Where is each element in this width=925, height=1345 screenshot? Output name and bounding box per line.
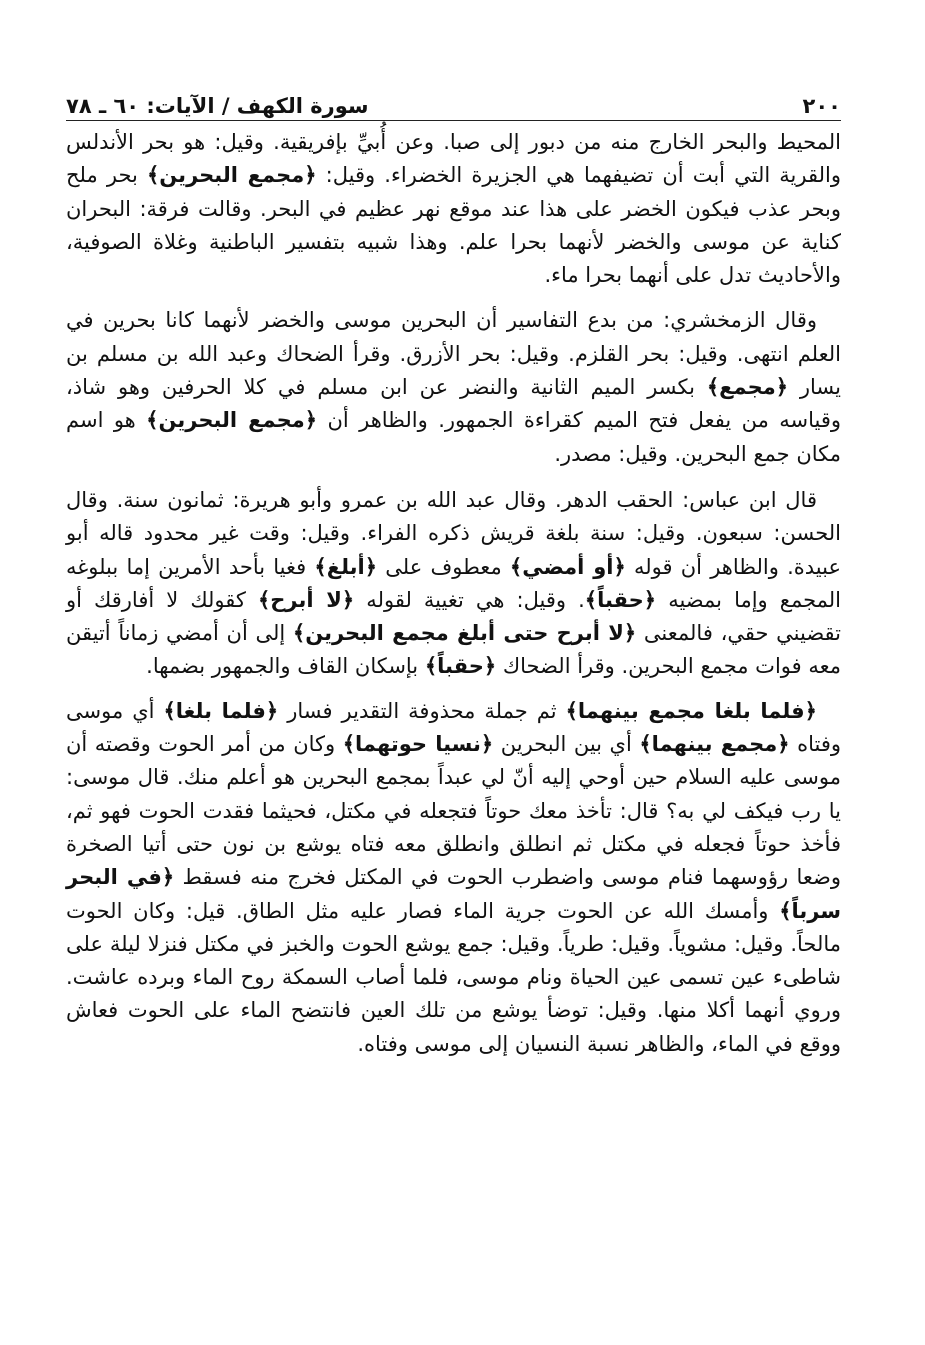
quranic-quote: ﴿مجمع﴾ (706, 375, 789, 400)
paragraph (66, 695, 841, 1061)
commentary-text: هو اسم مكان جمع البحرين. وقيل: مصدر. (66, 408, 841, 466)
commentary-text: بحر ملح وبحر عذب فيكون الخضر على هذا عند موقع نهر عظيم في البحر. وقالت فرقة: البحران كناية عن موسى والخضر لأنهما بحرا علم. وهذا شبيه بتفسير الباطنية وغلاة الصوفية، والأحاديث تدل على أنهما بحرا ماء. (66, 163, 841, 288)
commentary-text: كقولك لا أفارقك أو تقضيني حقي، فالمعنى (66, 587, 841, 646)
chapter-verse-info: سورة الكهف / الآيات: ٦٠ ـ ٧٨ (66, 94, 369, 118)
commentary-text: أي بين البحرين (493, 732, 640, 757)
quranic-quote: ﴿في البحر سرباً﴾ (66, 865, 841, 923)
page-number: ٢٠٠ (802, 94, 841, 118)
commentary-text: أي موسى وفتاه (66, 698, 842, 757)
commentary-text: وقال الزمخشري: من بدع التفاسير أن البحرين موسى والخضر لأنهما كانا بحرين في العلم انتهى. وقيل: بحر القلزم. وقيل: بحر الأزرق. وقرأ الضحاك وعبد الله بن مسلم بن يسار (66, 308, 841, 400)
quranic-quote: ﴿مجمع البحرين﴾ (146, 163, 317, 188)
commentary-text: بكسر الميم الثانية والنضر عن ابن مسلم في كلا الحرفين وهو شاذ، وقياسه من يفعل فتح الميم كقراءة الجمهور. والظاهر أن (66, 375, 841, 433)
paragraph (66, 304, 841, 470)
commentary-text: . وقيل: هي تغيية لقوله (354, 587, 585, 612)
quranic-quote: ﴿أو أمضي﴾ (509, 554, 626, 579)
quranic-quote: ﴿مجمع البحرين﴾ (146, 408, 318, 433)
paragraph (66, 126, 841, 292)
quranic-quote: ﴿مجمع بينهما﴾ (639, 732, 790, 757)
commentary-text: فغيا بأحد الأمرين إما ببلوغه المجمع وإما بمضيه (66, 554, 842, 612)
quranic-quote: ﴿أبلغ﴾ (314, 554, 378, 579)
commentary-text: المحيط والبحر الخارج منه من دبور إلى صبا. وعن أُبيِّ بإفريقية. وقيل: هو بحر الأندلس والقرية التي أبت أن تضيفهما هي الجزيرة الخضراء. وقيل: (66, 130, 841, 188)
commentary-text: ثم جملة محذوفة التقدير فسار (278, 698, 566, 723)
paragraph (66, 484, 841, 684)
quranic-quote: ﴿لا أبرح حتى أبلغ مجمع البحرين﴾ (292, 621, 637, 646)
commentary-text: وكان من أمر الحوت وقصته أن موسى عليه السلام حين أوحي إليه أنّ لي عبداً بمجمع البحرين هو أعلم منك. قال موسى: يا رب فيكف لي به؟ قال: تأخذ معك حوتاً فتجعله في مكتل، فحيثما فقدت الحوت فهو ثم، فأخذ حوتاً فجعله في مكتل ثم انطلق وانطلق معه فتاه يوشع بن نون حتى أتيا الصخرة وضعا رؤوسهما فنام موسى واضطرب الحوت في المكتل فخرج منه فسقط (66, 732, 842, 890)
quranic-quote: ﴿فلما بلغا﴾ (163, 698, 279, 723)
body-text (66, 126, 841, 1061)
commentary-text: معطوف على (377, 554, 510, 579)
quranic-quote: ﴿لا أبرح﴾ (257, 587, 355, 612)
quranic-quote: ﴿نسيا حوتهما﴾ (342, 732, 494, 757)
quranic-quote: ﴿فلما بلغا مجمع بينهما﴾ (565, 698, 817, 723)
quranic-quote: ﴿حقباً﴾ (584, 587, 657, 612)
commentary-text: وأمسك الله عن الحوت جرية الماء فصار عليه مثل الطاق. قيل: وكان الحوت مالحاً. وقيل: مشوياً. وقيل: طرياً. وقيل: جمع يوشع الحوت والخبز في مكتل فنزلا ليلة على شاطىء عين تسمى عين الحياة ونام موسى، فلما أصاب السمكة روح الماء وبرده عاشت. وروي أنهما أكلا منها. وقيل: توضأ يوشع من تلك العين فانتضح الماء على الحوت فعاش ووقع في الماء، والظاهر نسبة النسيان إلى موسى وفتاه. (66, 898, 841, 1056)
quranic-quote: ﴿حقباً﴾ (424, 654, 497, 679)
commentary-text: قال ابن عباس: الحقب الدهر. وقال عبد الله بن عمرو وأبو هريرة: ثمانون سنة. وقال الحسن: سبعون. وقيل: سنة بلغة قريش ذكره الفراء. وقيل: وقت غير محدود قاله أبو عبيدة. والظاهر أن قوله (66, 487, 841, 579)
commentary-text: إلى أن أمضي زماناً أتيقن معه فوات مجمع البحرين. وقرأ الضحاك (66, 621, 841, 679)
running-head (66, 84, 841, 121)
commentary-text: بإسكان القاف والجمهور بضمها. (146, 654, 425, 679)
